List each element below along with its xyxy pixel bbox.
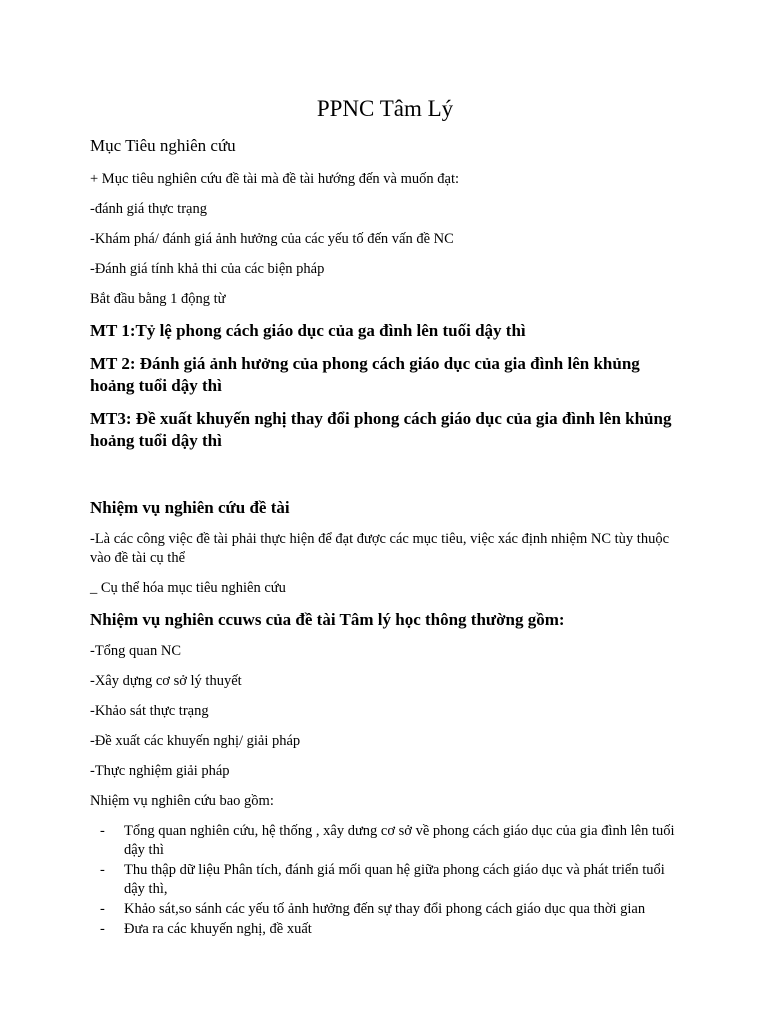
list-item [90,920,680,939]
list-item-text: Khảo sát,so sánh các yếu tố ảnh hưởng đến sự thay đổi phong cách giáo dục qua thời gian [124,901,646,917]
paragraph: Bắt đầu bằng 1 động từ [90,291,226,307]
paragraph: _ Cụ thể hóa mục tiêu nghiên cứu [90,580,286,596]
task-line: -Xây dựng cơ sở lý thuyết [90,673,242,689]
list-item-text: Đưa ra các khuyến nghị, đề xuất [124,921,312,937]
dash-bullet: - [100,823,105,839]
paragraph: + Mục tiêu nghiên cứu đề tài mà đề tài hướng đến và muốn đạt: [90,171,459,187]
list-item [90,861,680,899]
paragraph: -Đánh giá tính khả thi của các biện pháp [90,261,325,277]
goal-mt1: MT 1:Tỷ lệ phong cách giáo dục của ga đình lên tuối dậy thì [90,321,526,340]
goal-mt2: MT 2: Đánh giá ảnh hưởng của phong cách giáo dục của gia đình lên khủng hoảng tuổi dậy thì [90,354,640,395]
section-heading-tasks: Nhiệm vụ nghiên cứu đề tài [90,498,290,517]
document-page [90,94,680,940]
list-item [90,822,680,860]
task-line: -Tổng quan NC [90,643,182,659]
list-item-text: Thu thập dữ liệu Phân tích, đánh giá mối quan hệ giữa phong cách giáo dục và phát triển tuổi dậy thì, [124,862,665,897]
dash-bullet: - [100,921,105,937]
document-title: PPNC Tâm Lý [316,96,454,121]
list-item-text: Tổng quan nghiên cứu, hệ thống , xây dưng cơ sở về phong cách giáo dục của gia đình lên tuối dậy thì [124,823,675,858]
task-line: -Thực nghiệm giải pháp [90,763,230,779]
task-line: -Đề xuất các khuyến nghị/ giải pháp [90,733,301,749]
goal-mt3: MT3: Đề xuất khuyến nghị thay đổi phong cách giáo dục của gia đình lên khủng hoảng tuổi dậy thì [90,409,672,450]
list-item [90,900,680,919]
tasks-subheading: Nhiệm vụ nghiên ccuws của đề tài Tâm lý học thông thường gồm: [90,610,565,629]
dash-bullet: - [100,862,105,878]
section-heading-objectives: Mục Tiêu nghiên cứu [90,136,236,155]
task-line: -Khảo sát thực trạng [90,703,209,719]
dash-bullet: - [100,901,105,917]
spacer [90,463,680,497]
paragraph: -Là các công việc đề tài phải thực hiện để đạt được các mục tiêu, việc xác định nhiệm NC tùy thuộc vào đề tài cụ thể [90,531,670,566]
paragraph: -Khám phá/ đánh giá ảnh hưởng của các yếu tố đến vấn đề NC [90,231,454,247]
task-list [90,822,680,939]
paragraph: -đánh giá thực trạng [90,201,207,217]
list-intro: Nhiệm vụ nghiên cứu bao gồm: [90,793,274,809]
